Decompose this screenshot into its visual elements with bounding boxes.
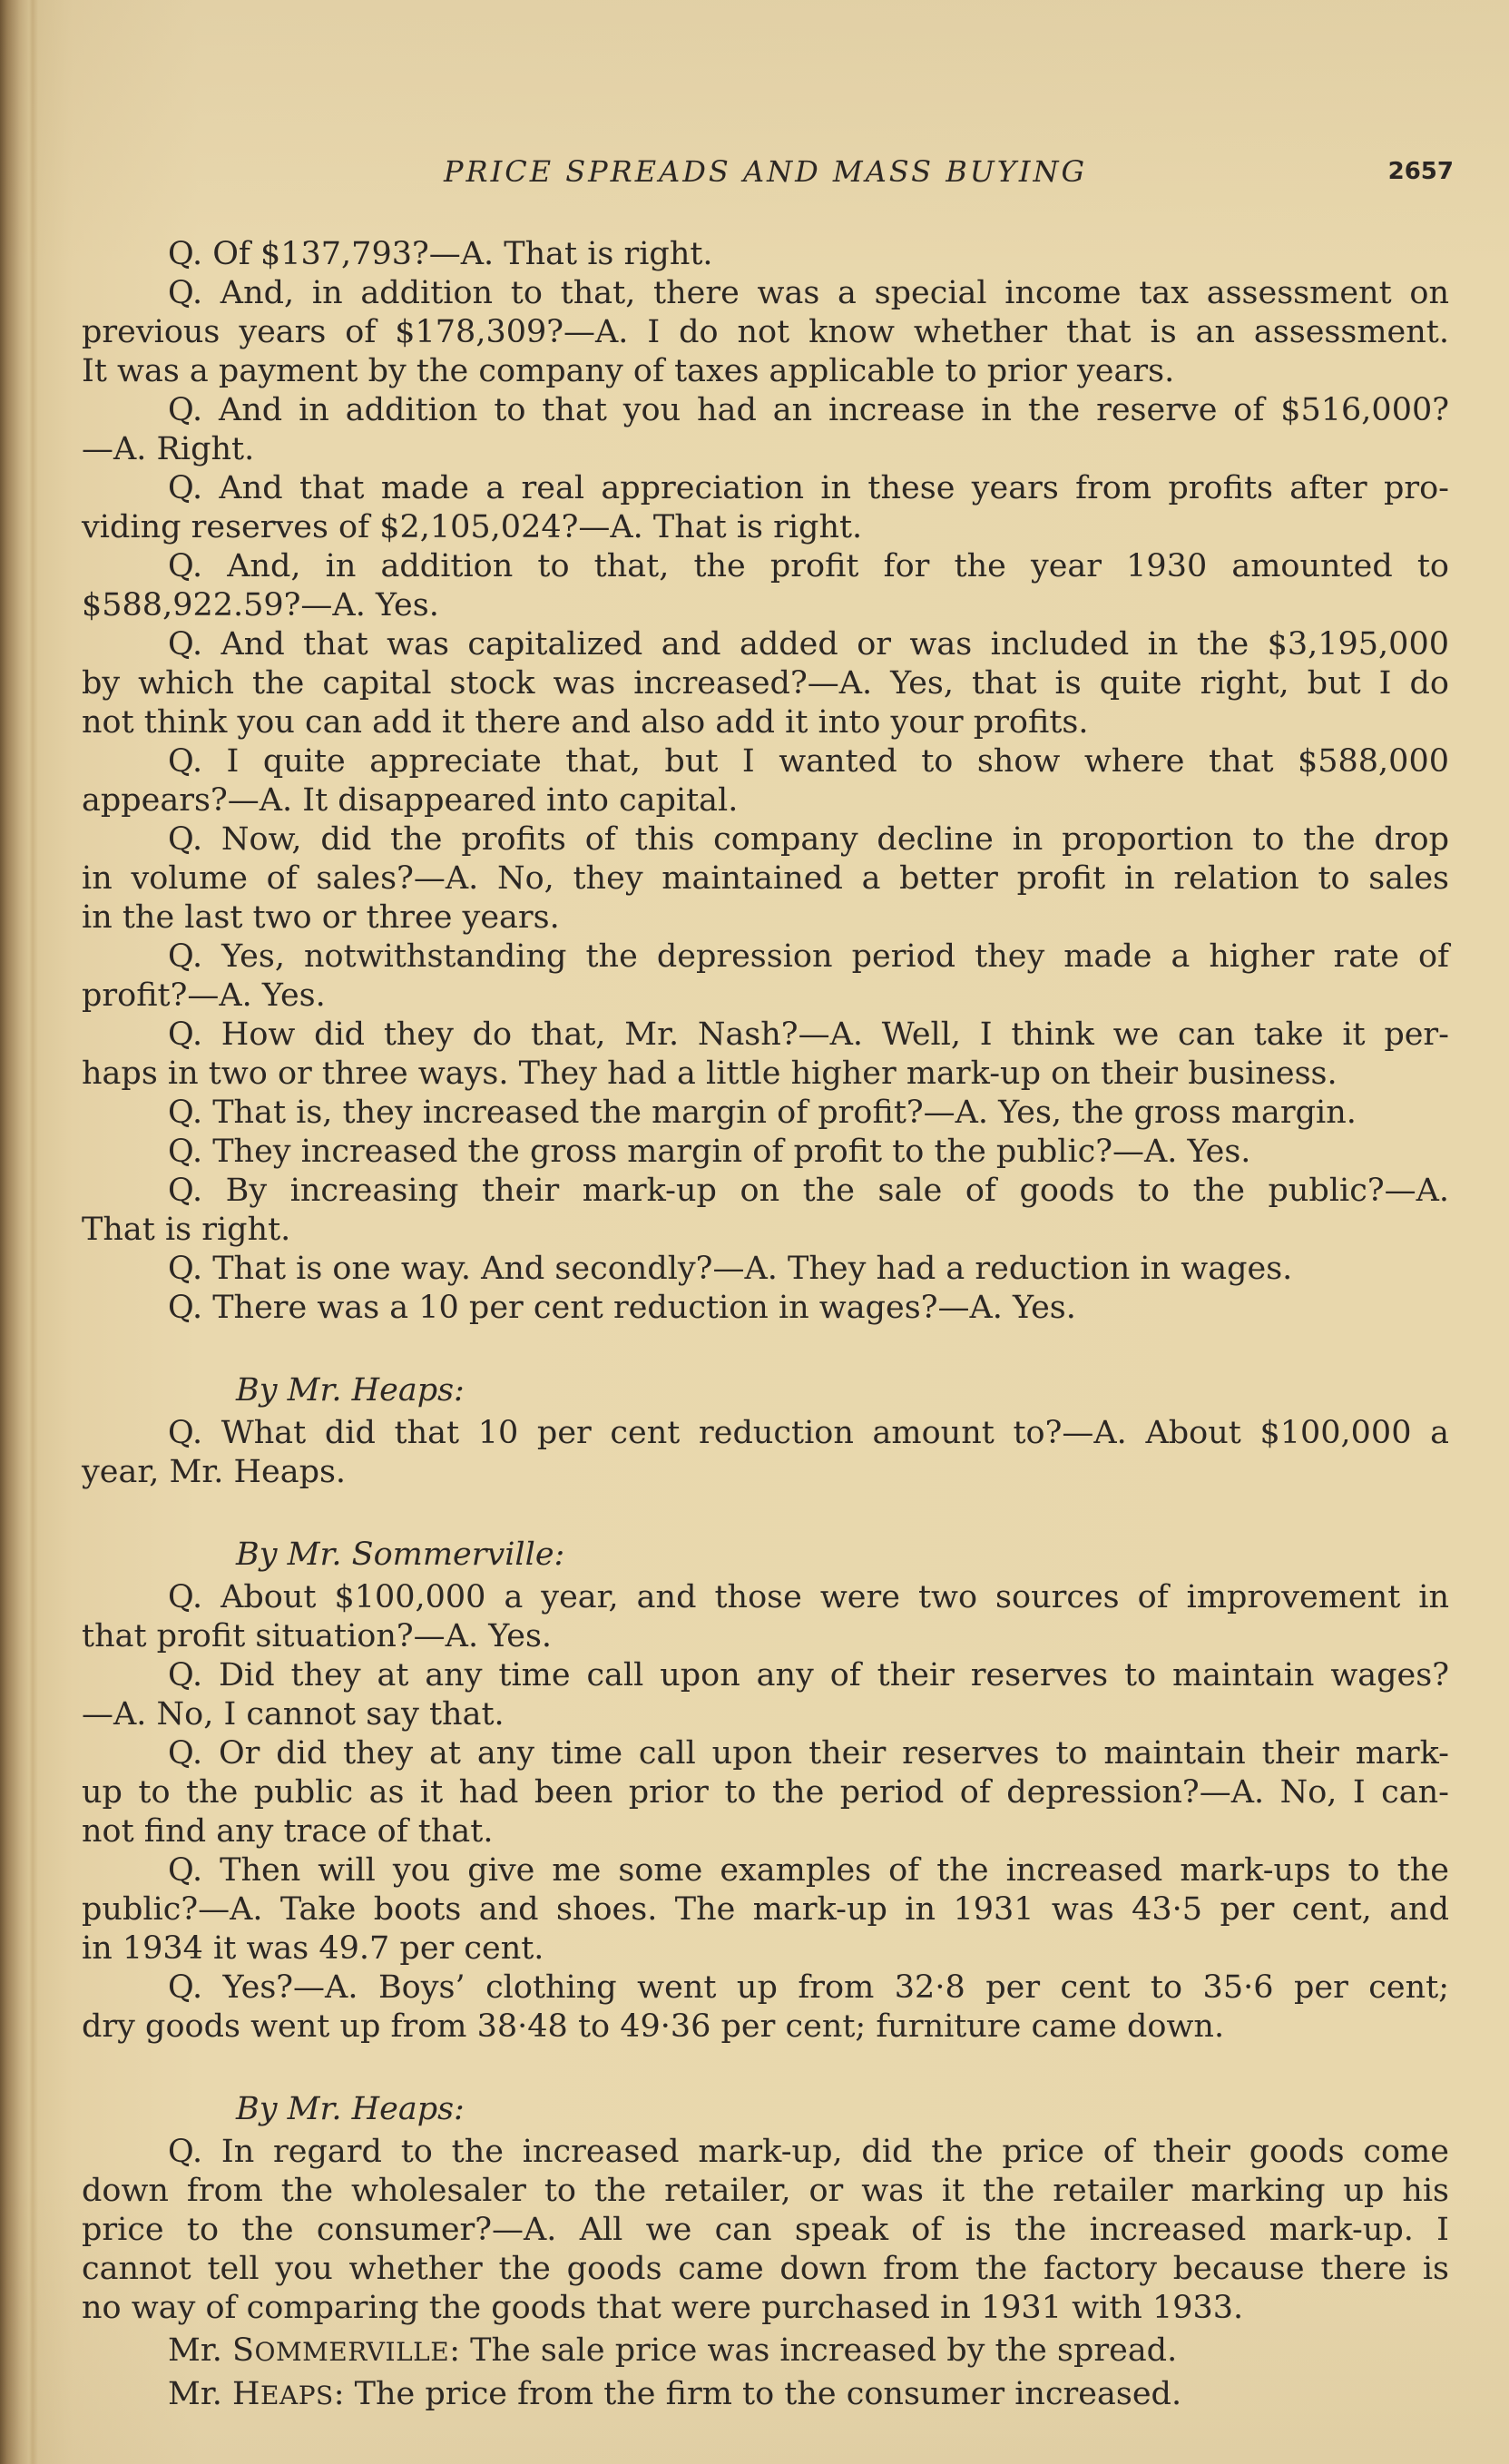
examination-section: [82, 1371, 1449, 1492]
question-line: Q. There was a 10 per cent reduction in wages?—A. Yes.: [168, 1290, 1076, 1326]
question-line: Q. They increased the gross margin of profit to the public?—A. Yes.: [168, 1134, 1251, 1170]
question-line: Q. By increasing their mark-up on the sale of goods to the public?—A.: [168, 1173, 1449, 1209]
qa-paragraph: [82, 1734, 1449, 1851]
qa-paragraph: [82, 1968, 1449, 2047]
examination-section: [82, 1536, 1449, 2047]
qa-paragraph: [82, 1133, 1449, 1172]
qa-paragraph: [82, 1414, 1449, 1492]
qa-paragraph: [82, 742, 1449, 820]
question-line: Q. And in addition to that you had an increase in the reserve of $516,000?: [168, 392, 1449, 428]
transcript-line: previous years of $178,309?—A. I do not know whether that is an assessment.: [82, 314, 1449, 350]
transcript-line: haps in two or three ways. They had a little higher mark-up on their business.: [82, 1055, 1338, 1092]
question-line: Q. Now, did the profits of this company decline in proportion to the drop: [168, 821, 1449, 858]
running-head: PRICE SPREADS AND MASS BUYING: [443, 154, 1088, 189]
transcript-line: up to the public as it had been prior to the period of depression?—A. No, I can-: [82, 1774, 1449, 1811]
transcript-line: not think you can add it there and also add it into your profits.: [82, 704, 1089, 741]
examiner-heading: By Mr. Heaps:: [236, 2091, 465, 2127]
transcript-line: no way of comparing the goods that were purchased in 1931 with 1933.: [82, 2290, 1244, 2326]
question-line: Q. And, in addition to that, the profit for the year 1930 amounted to: [168, 548, 1449, 584]
speaker-title: Mr.: [168, 2332, 222, 2369]
question-line: Q. About $100,000 a year, and those were two sources of improvement in: [168, 1579, 1449, 1615]
speaker-name: SOMMERVILLE: [232, 2332, 450, 2369]
transcript-line: in volume of sales?—A. No, they maintained a better profit in relation to sales: [82, 860, 1449, 897]
qa-paragraph: [82, 469, 1449, 547]
question-line: Q. In regard to the increased mark-up, did the price of their goods come: [168, 2134, 1449, 2170]
examination-section: [82, 235, 1449, 1328]
qa-paragraph: [82, 235, 1449, 274]
transcript-line: profit?—A. Yes.: [82, 977, 326, 1014]
question-line: Q. And, in addition to that, there was a special income tax assessment on: [168, 275, 1449, 311]
transcript-line: public?—A. Take boots and shoes. The mark-up in 1931 was 43·5 per cent, and: [82, 1891, 1449, 1928]
transcript-line: in 1934 it was 49.7 per cent.: [82, 1930, 544, 1967]
qa-paragraph: [82, 1172, 1449, 1250]
transcript-line: that profit situation?—A. Yes.: [82, 1618, 553, 1654]
question-line: Q. And that made a real appreciation in these years from profits after pro-: [168, 470, 1449, 506]
qa-paragraph: [82, 391, 1449, 469]
qa-paragraph: [82, 1578, 1449, 1656]
question-line: Q. Yes, notwithstanding the depression period they made a higher rate of: [168, 938, 1449, 975]
transcript-line: appears?—A. It disappeared into capital.: [82, 782, 739, 819]
transcript-line: —A. Right.: [82, 431, 255, 467]
statement-line: [82, 2375, 1449, 2415]
transcript-line: not find any trace of that.: [82, 1813, 494, 1850]
question-line: Q. Or did they at any time call upon their reserves to maintain their mark-: [168, 1735, 1449, 1772]
qa-paragraph: [82, 274, 1449, 391]
question-line: Q. Of $137,793?—A. That is right.: [168, 236, 713, 272]
question-line: Q. Did they at any time call upon any of their reserves to maintain wages?: [168, 1657, 1449, 1693]
speaker-name: HEAPS: [232, 2376, 334, 2412]
examination-section: [82, 2090, 1449, 2415]
qa-paragraph: [82, 820, 1449, 937]
examiner-heading: By Mr. Sommerville:: [236, 1536, 565, 1573]
transcript-line: $588,922.59?—A. Yes.: [82, 587, 439, 623]
question-line: Q. Yes?—A. Boys’ clothing went up from 32·8 per cent to 35·6 per cent;: [168, 1969, 1449, 2006]
page-number: 2657: [1387, 158, 1454, 185]
transcript-line: It was a payment by the company of taxes applicable to prior years.: [82, 353, 1175, 389]
question-line: Q. That is one way. And secondly?—A. They had a reduction in wages.: [168, 1251, 1293, 1287]
transcript-line: by which the capital stock was increased?—A. Yes, that is quite right, but I do: [82, 665, 1449, 702]
transcript-line: —A. No, I cannot say that.: [82, 1696, 505, 1733]
transcript-body: [82, 235, 1449, 2415]
qa-paragraph: [82, 2133, 1449, 2328]
examiner-heading: By Mr. Heaps:: [236, 1372, 465, 1409]
question-line: Q. How did they do that, Mr. Nash?—A. Well, I think we can take it per-: [168, 1016, 1449, 1053]
transcript-line: dry goods went up from 38·48 to 49·36 per cent; furniture came down.: [82, 2008, 1225, 2045]
question-line: Q. Then will you give me some examples of the increased mark-ups to the: [168, 1852, 1449, 1889]
question-line: Q. What did that 10 per cent reduction amount to?—A. About $100,000 a: [168, 1415, 1449, 1451]
question-line: Q. That is, they increased the margin of profit?—A. Yes, the gross margin.: [168, 1095, 1357, 1131]
qa-paragraph: [82, 1656, 1449, 1734]
qa-paragraph: [82, 1289, 1449, 1328]
qa-paragraph: [82, 937, 1449, 1016]
statement-line: [82, 2331, 1449, 2371]
qa-paragraph: [82, 625, 1449, 742]
transcript-line: in the last two or three years.: [82, 899, 560, 936]
qa-paragraph: [82, 1851, 1449, 1968]
question-line: Q. I quite appreciate that, but I wanted to show where that $588,000: [168, 743, 1449, 780]
speaker-title: Mr.: [168, 2376, 222, 2412]
transcript-line: That is right.: [82, 1212, 291, 1248]
qa-paragraph: [82, 1094, 1449, 1133]
qa-paragraph: [82, 1016, 1449, 1094]
transcript-line: down from the wholesaler to the retailer, or was it the retailer marking up his: [82, 2173, 1449, 2209]
qa-paragraph: [82, 1250, 1449, 1289]
statement-text: : The price from the firm to the consumer increased.: [333, 2376, 1182, 2412]
transcript-line: year, Mr. Heaps.: [82, 1454, 347, 1490]
transcript-line: cannot tell you whether the goods came down from the factory because there is: [82, 2251, 1449, 2287]
transcript-line: viding reserves of $2,105,024?—A. That is right.: [82, 509, 863, 545]
statement-text: : The sale price was increased by the spread.: [449, 2332, 1178, 2369]
qa-paragraph: [82, 547, 1449, 625]
question-line: Q. And that was capitalized and added or was included in the $3,195,000: [168, 626, 1449, 663]
transcript-line: price to the consumer?—A. All we can speak of is the increased mark-up. I: [82, 2212, 1449, 2248]
